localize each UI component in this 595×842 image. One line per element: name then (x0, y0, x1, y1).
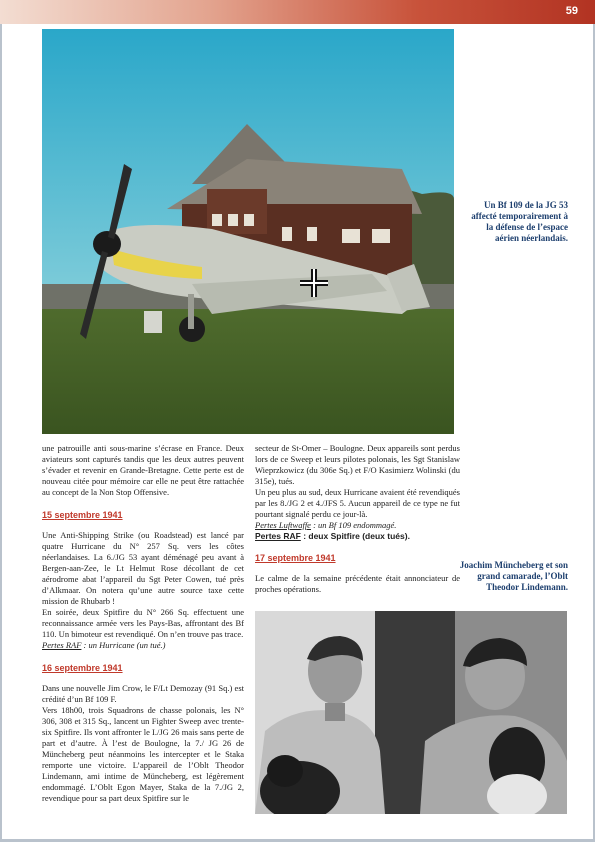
paragraph: Une Anti-Shipping Strike (ou Roadstead) est lancé par quatre Hurricane du N° 257 Sq. vers les côtes néerlandaises. La 6./JG 53 ayant déménagé peu avant à Bergen-aan-Zee, le Lt Helmut Rose décollant de cet aérodrome abat l’appareil du Sgt Peter Cowen, tué près d’Alkmaar. On notera qu’une autre source taxe cette mission de Rhubarb ! (42, 530, 244, 606)
photo-caption-pilots: Joachim Müncheberg et son grand camarade, l’Oblt Theodor Lindemann. (459, 560, 568, 592)
paragraph: une patrouille anti sous-marine s’écrase en France. Deux aviateurs sont capturés tandis que les deux autres peuvent s’évader et revenir en Grande-Bretagne. Cette perte est de nouveau citée pour mémoire car elle ne peut être rattachée au concept de la Non Stop Offensive. (42, 443, 244, 497)
photo-pilots-dogs (255, 611, 567, 814)
paragraph: Dans une nouvelle Jim Crow, le F/Lt Demozay (91 Sq.) est crédité d’un Bf 109 F. (42, 683, 244, 704)
paragraph: Un peu plus au sud, deux Hurricane avaient été revendiqués par les 8./JG 2 et 4./JFS 5. Aucun appareil de ce type ne fut pourtant signalé perdu ce jour-là. (255, 487, 460, 519)
photo-pilots-image (255, 611, 567, 814)
losses-label: Pertes Luftwaffe (255, 520, 311, 530)
page-number: 59 (565, 5, 578, 17)
losses-label: Pertes RAF (42, 640, 82, 650)
losses-line-bold (255, 531, 460, 541)
paragraph: En soirée, deux Spitfire du N° 266 Sq. effectuent une reconnaissance armée vers les Pays-Bas, affrontant des Bf 110. Un bimoteur est revendiqué. On n’en trouve pas trace. (42, 607, 244, 639)
text-column-middle (255, 443, 460, 595)
paragraph: secteur de St-Omer – Boulogne. Deux appareils sont perdus lors de ce Sweep et leurs pilotes polonais, les Sgt Stanislaw Wieprzkowicz (du 306e Sq.) et F/O Kasimierz Wolinski (du 315e), tués. (255, 443, 460, 486)
losses-line (42, 640, 244, 651)
page-border-left (0, 24, 2, 840)
photo-bf109-image (42, 29, 454, 434)
losses-label: Pertes RAF (255, 531, 301, 541)
losses-text: : un Bf 109 endommagé. (310, 520, 397, 530)
header-bar (0, 0, 595, 24)
paragraph: Le calme de la semaine précédente était annonciateur de proches opérations. (255, 573, 460, 594)
text-column-left (42, 443, 244, 804)
date-heading-17-sept: 17 septembre 1941 (255, 553, 336, 563)
date-heading-16-sept: 16 septembre 1941 (42, 663, 123, 673)
losses-text: : un Hurricane (un tué.) (81, 640, 166, 650)
photo-bf109 (42, 29, 454, 434)
photo-caption-bf109: Un Bf 109 de la JG 53 affecté temporairement à la défense de l’espace aérien néerlandais. (471, 200, 568, 243)
paragraph: Vers 18h00, trois Squadrons de chasse polonais, les N° 306, 308 et 315 Sq., lancent un Fighter Sweep avec trente-six Spitfire. Ils vont affronter le I./JG 26 mais sans perte de part et d’autre. À l’est de Boulogne, la 7./ JG 26 de Müncheberg peut néanmoins les intercepter et le Staka remporte une victoire. L’appareil de l’Oblt Theodor Lindemann, ami intime de Müncheberg, est légèrement endommagé. L’Oblt Egon Mayer, Staka de la 7./JG 2, revendique pour sa part deux Spitfire sur le (42, 705, 244, 803)
losses-text: : deux Spitfire (deux tués). (300, 531, 410, 541)
date-heading-15-sept: 15 septembre 1941 (42, 510, 123, 520)
losses-line (255, 520, 460, 531)
